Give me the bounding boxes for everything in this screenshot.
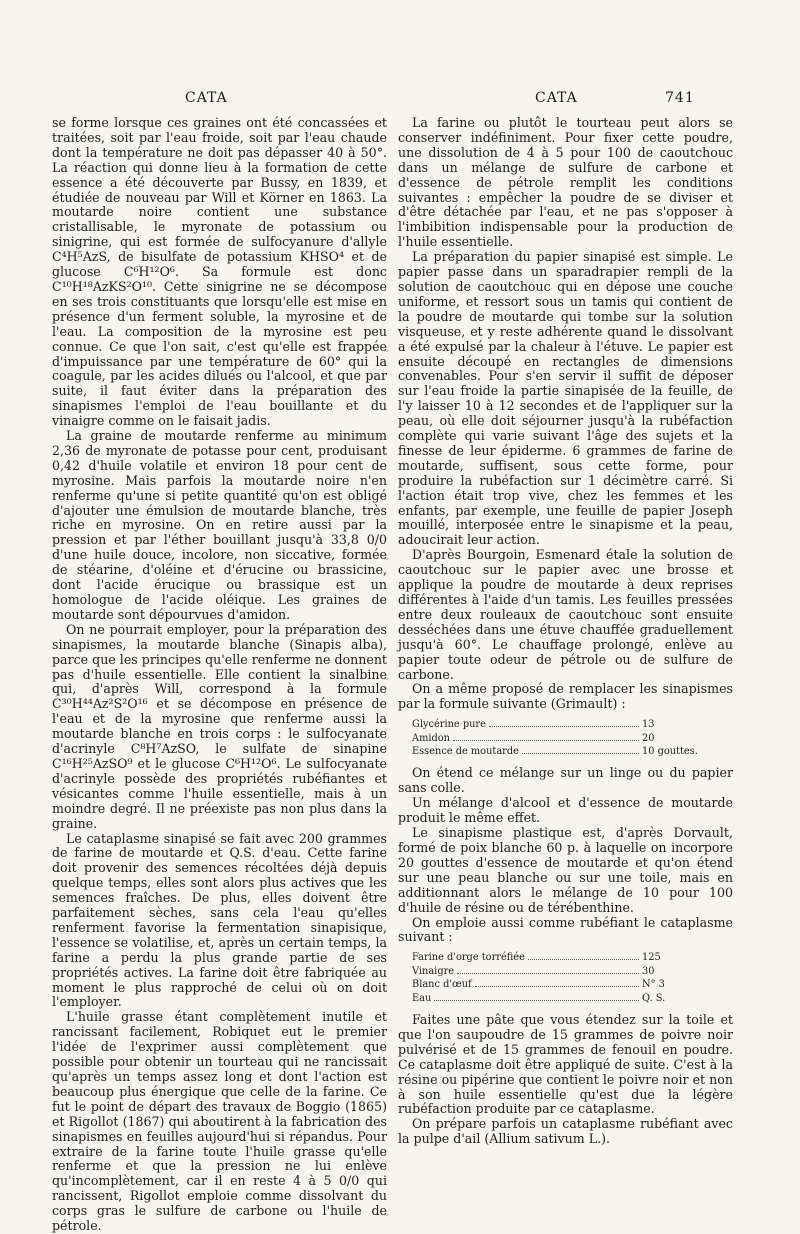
running-header-left: CATA xyxy=(185,90,228,106)
ingredient-name: Glycérine pure xyxy=(412,719,486,731)
ingredient-name: Essence de moutarde xyxy=(412,746,519,758)
paragraph: Faites une pâte que vous étendez sur la toile et que l'on saupoudre de 15 grammes de poivre noir pulvérisé et de 15 grammes de fenouil en poudre. Ce cataplasme doit être appliqué de suite. C'est à la résine ou pipérine que contient le poivre noir et non à son huile essentielle qu'est due la légère rubéfaction produite par ce cataplasme. xyxy=(398,1011,733,1117)
recipe-row xyxy=(412,732,712,745)
leader-dots xyxy=(475,978,639,987)
ingredient-name: Eau xyxy=(412,992,432,1004)
ingredient-quantity: Q. S. xyxy=(642,992,666,1004)
ingredient-quantity: N° 3 xyxy=(642,979,665,991)
paragraph: D'après Bourgoin, Esmenard étale la solution de caoutchouc sur le papier avec une brosse et applique la poudre de moutarde à deux reprises différentes à l'aide d'un tamis. Les feuilles pressées entre deux rouleaux de caoutchouc sont ensuite desséchées dans une étuve chauffée graduellement jusqu'à 60°. Le chauffage prolongé, enlève au papier toute odeur de pétrole ou de sulfure de carbone. xyxy=(398,547,733,682)
leader-dots xyxy=(434,992,639,1001)
recipe-row xyxy=(412,951,712,964)
paragraph: Un mélange d'alcool et d'essence de moutarde produit le même effet. xyxy=(398,795,733,826)
leader-dots xyxy=(453,732,639,741)
ingredient-quantity: 10 gouttes. xyxy=(642,746,698,758)
ingredient-name: Vinaigre xyxy=(412,965,455,977)
right-column xyxy=(398,116,733,1147)
paragraph: On prépare parfois un cataplasme rubéfiant avec la pulpe d'ail (Allium sativum L.). xyxy=(398,1116,733,1147)
leader-dots xyxy=(489,718,639,727)
ingredient-quantity: 20 xyxy=(642,732,655,744)
ingredient-quantity: 30 xyxy=(642,965,655,977)
page-number: 741 xyxy=(665,90,695,106)
paragraph: On emploie aussi comme rubéfiant le cataplasme suivant : xyxy=(398,914,733,945)
recipe-row xyxy=(412,992,712,1005)
paragraph: se forme lorsque ces graines ont été concassées et traitées, soit par l'eau froide, soit par l'eau chaude dont la température ne doit pas dépasser 40 à 50°. La réaction qui donne lieu à la formation de cette essence a été découverte par Bussy, en 1839, et étudiée de nouveau par Will et Körner en 1863. La moutarde noire contient une substance cristallisable, le myronate de potassium ou sinigrine, qui est formée de sulfocyanure d'allyle C⁴H⁵AzS, de bisulfate de potassium KHSO⁴ et de glucose C⁶H¹²O⁶. Sa formule est donc C¹⁰H¹⁸AzKS²O¹⁰. Cette sinigrine ne se décompose en ses trois constituants que lorsqu'elle est mise en présence d'un ferment soluble, la myrosine et de l'eau. La composition de la myrosine est peu connue. Ce que l'on sait, c'est qu'elle est frappée d'impuissance par une température de 60° qui la coagule, par les acides dilués ou l'alcool, et que par suite, il faut éviter dans la préparation des sinapismes l'emploi de l'eau bouillante et du vinaigre comme on le faisait jadis. xyxy=(52,115,387,429)
paragraph: On a même proposé de remplacer les sinapismes par la formule suivante (Grimault) : xyxy=(398,681,733,712)
ingredient-name: Farine d'orge torréfiée xyxy=(412,952,525,964)
paragraph: La préparation du papier sinapisé est simple. Le papier passe dans un sparadrapier rempli de la solution de caoutchouc qui en dépose une couche uniforme, et ressort sous un tamis qui contient de la poudre de moutarde qui tombe sur la solution visqueuse, et y reste adhérente quand le dissolvant a été expulsé par la chaleur à l'étuve. Le papier est ensuite découpé en rectangles de dimensions convenables. Pour s'en servir il suffit de déposer sur l'eau froide la partie sinapisée de la feuille, de l'y laisser 10 à 12 secondes et de l'appliquer sur la peau, où elle doit séjourner jusqu'à la rubéfaction complète qui varie suivant l'âge des sujets et la finesse de leur épiderme. 6 grammes de farine de moutarde, suffisent, sous cette forme, pour produire la rubéfaction sur 1 décimètre carré. Si l'action était trop vive, chez les femmes et les enfants, par exemple, une feuille de papier Joseph mouillé, interposée entre le sinapisme et la peau, adoucirait leur action. xyxy=(398,249,733,548)
leader-dots xyxy=(457,965,639,974)
paragraph: Le cataplasme sinapisé se fait avec 200 grammes de farine de moutarde et Q.S. d'eau. Cette farine doit provenir des semences récoltées déjà depuis quelque temps, elles sont alors plus actives que les semences fraîches. De plus, elles doivent être parfaitement sèches, sans cela l'eau qu'elles renferment favorise la fermentation sinapisique, l'essence se volatilise, et, après un certain temps, la farine a perdu la plus grande partie de ses propriétés actives. La farine doit être fabriquée au moment le plus rapproché de celui où on doit l'employer. xyxy=(52,830,387,1010)
recipe-cataplasme xyxy=(412,951,712,1005)
recipe-row xyxy=(412,745,712,758)
paragraph: On étend ce mélange sur un linge ou du papier sans colle. xyxy=(398,765,733,796)
recipe-row xyxy=(412,978,712,991)
running-header-right: CATA xyxy=(535,90,578,106)
ingredient-quantity: 13 xyxy=(642,719,655,731)
paragraph: La farine ou plutôt le tourteau peut alors se conserver indéfiniment. Pour fixer cette poudre, une dissolution de 4 à 5 pour 100 de caoutchouc dans un mélange de sulfure de carbone et d'essence de pétrole remplit les conditions suivantes : empêcher la poudre de se diviser et d'être détachée par l'eau, et ne pas s'opposer à l'imbibition indispensable pour la production de l'huile essentielle. xyxy=(398,115,733,250)
left-column xyxy=(52,116,387,1234)
recipe-grimault xyxy=(412,718,712,758)
leader-dots xyxy=(528,951,639,960)
paragraph: La graine de moutarde renferme au minimum 2,36 de myronate de potasse pour cent, produisant 0,42 d'huile volatile et environ 18 pour cent de myrosine. Mais parfois la moutarde noire n'en renferme qu'une si petite quantité qu'on est obligé d'ajouter une émulsion de moutarde blanche, très riche en myrosine. On en retire aussi par la pression et par l'éther bouillant jusqu'à 33,8 0/0 d'une huile douce, incolore, non siccative, formée de stéarine, d'oléine et d'érucine ou brassicine, dont l'acide érucique ou brassique est un homologue de l'acide oléique. Les graines de moutarde sont dépourvues d'amidon. xyxy=(52,428,387,622)
ingredient-name: Blanc d'œuf xyxy=(412,979,472,991)
paragraph: Le sinapisme plastique est, d'après Dorvault, formé de poix blanche 60 p. à laquelle on incorpore 20 gouttes d'essence de moutarde et qu'on étend sur une peau blanche ou sur une toile, mais en additionnant alors le mélange de 10 pour 100 d'huile de résine ou de térébenthine. xyxy=(398,825,733,915)
leader-dots xyxy=(522,745,639,754)
recipe-row xyxy=(412,965,712,978)
ingredient-name: Amidon xyxy=(412,732,450,744)
recipe-row xyxy=(412,718,712,731)
ingredient-quantity: 125 xyxy=(642,952,661,964)
paragraph: L'huile grasse étant complètement inutile et rancissant facilement, Robiquet eut le premier l'idée de l'exprimer aussi complètement que possible pour obtenir un tourteau qui ne rancissait qu'après un temps assez long et dont l'action est beaucoup plus énergique que celle de la farine. Ce fut le point de départ des travaux de Boggio (1865) et Rigollot (1867) qui aboutirent à la fabrication des sinapismes en feuilles aujourd'hui si répandus. Pour extraire de la farine toute l'huile grasse qu'elle renferme et que la pression ne lui enlève qu'incomplètement, car il en reste 4 à 5 0/0 qui rancissent, Rigollot emploie comme dissolvant du corps gras le sulfure de carbone ou l'huile de pétrole. xyxy=(52,1009,387,1234)
paragraph: On ne pourrait employer, pour la préparation des sinapismes, la moutarde blanche (Sinapis alba), parce que les principes qu'elle renferme ne donnent pas d'huile essentielle. Elle contient la sinalbine qui, d'après Will, correspond à la formule C³⁰H⁴⁴Az²S²O¹⁶ et se décompose en présence de l'eau et de la myrosine que renferme aussi la moutarde blanche en trois corps : le sulfocyanate d'acrinyle C⁸H⁷AzSO, le sulfate de sinapine C¹⁶H²⁵AzSO⁹ et le glucose C⁶H¹²O⁶. Le sulfocyanate d'acrinyle possède des propriétés rubéfiantes et vésicantes comme l'huile essentielle, mais à un moindre degré. Il ne préexiste pas non plus dans la graine. xyxy=(52,621,387,831)
